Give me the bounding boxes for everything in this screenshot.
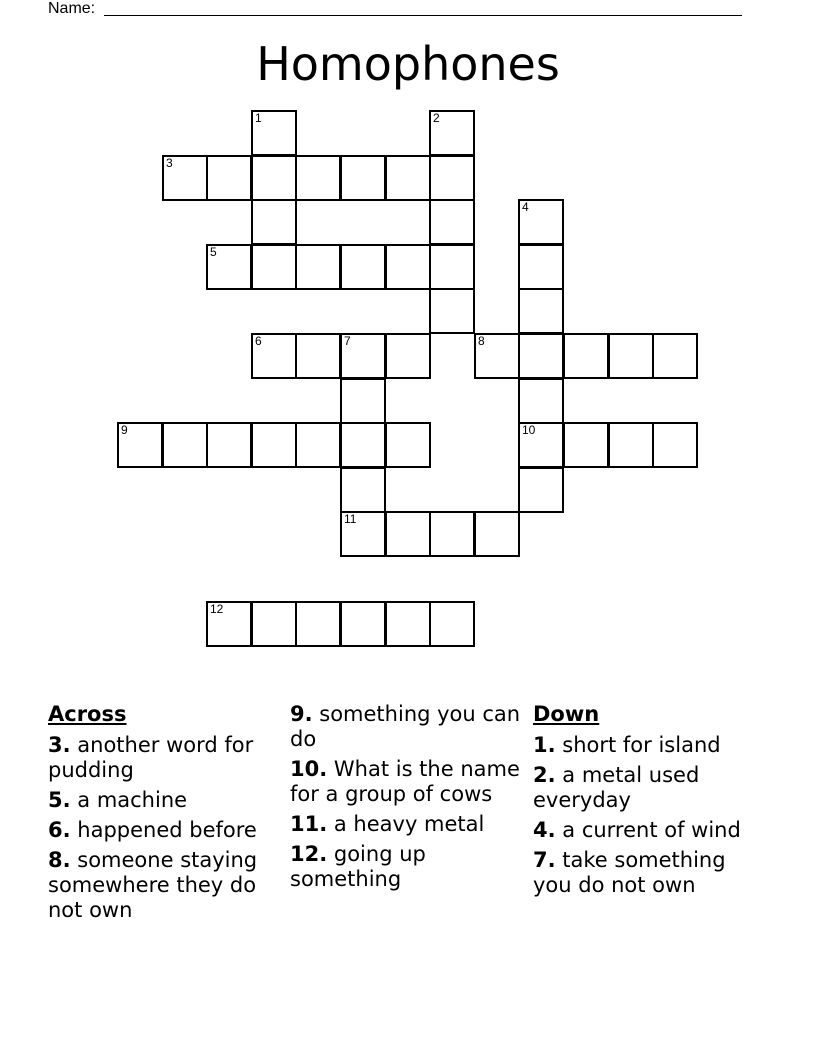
grid-cell[interactable] xyxy=(340,422,386,468)
grid-cell[interactable] xyxy=(385,511,431,557)
grid-cell[interactable] xyxy=(563,333,609,379)
cell-number: 4 xyxy=(522,200,529,214)
page-title: Homophones xyxy=(256,37,560,91)
grid-cell[interactable] xyxy=(429,199,475,245)
grid-cell[interactable] xyxy=(518,288,564,334)
grid-cell[interactable] xyxy=(206,601,252,647)
cell-number: 5 xyxy=(210,245,217,259)
grid-cell[interactable] xyxy=(251,110,297,156)
clue-across-12: 12. going up something xyxy=(290,842,426,891)
cell-number: 12 xyxy=(210,602,224,616)
grid-cell[interactable] xyxy=(340,601,386,647)
clue-down-4: 4. a current of wind xyxy=(533,818,741,842)
grid-cell[interactable] xyxy=(518,467,564,513)
cell-number: 11 xyxy=(344,512,357,526)
grid-cell[interactable] xyxy=(429,244,475,290)
clues-column-2 xyxy=(290,702,526,897)
clue-across-3: 3. another word for pudding xyxy=(48,733,254,782)
grid-cell[interactable] xyxy=(295,601,341,647)
grid-cell[interactable] xyxy=(295,155,341,201)
grid-cell[interactable] xyxy=(162,422,208,468)
across-heading: Across xyxy=(48,702,127,726)
cell-number: 6 xyxy=(255,334,262,348)
clue-across-6: 6. happened before xyxy=(48,818,257,842)
grid-cell[interactable] xyxy=(251,333,297,379)
grid-cell[interactable] xyxy=(518,333,564,379)
grid-cell[interactable] xyxy=(206,244,252,290)
grid-cell[interactable] xyxy=(340,467,386,513)
grid-cell[interactable] xyxy=(385,422,431,468)
clue-across-10: 10. What is the name for a group of cows xyxy=(290,757,520,806)
grid-cell[interactable] xyxy=(429,601,475,647)
cell-number: 2 xyxy=(433,111,440,125)
grid-cell[interactable] xyxy=(206,155,252,201)
grid-cell[interactable] xyxy=(385,155,431,201)
clue-across-11: 11. a heavy metal xyxy=(290,812,485,836)
clue-across-9: 9. something you can do xyxy=(290,702,521,751)
grid-cell[interactable] xyxy=(340,511,386,557)
clue-down-2: 2. a metal used everyday xyxy=(533,763,700,812)
clue-down-7: 7. take something you do not own xyxy=(533,848,726,897)
grid-cell[interactable] xyxy=(162,155,208,201)
grid-cell[interactable] xyxy=(429,110,475,156)
cell-number: 9 xyxy=(121,423,128,437)
clues-column-1 xyxy=(48,702,284,928)
clue-across-5: 5. a machine xyxy=(48,788,188,812)
grid-cell[interactable] xyxy=(295,422,341,468)
grid-cell[interactable] xyxy=(385,601,431,647)
grid-cell[interactable] xyxy=(340,155,386,201)
grid-cell[interactable] xyxy=(608,422,654,468)
grid-cell[interactable] xyxy=(429,288,475,334)
clues-column-3 xyxy=(533,702,769,903)
grid-cell[interactable] xyxy=(251,244,297,290)
cell-number: 1 xyxy=(255,111,262,125)
grid-cell[interactable] xyxy=(518,199,564,245)
grid-cell[interactable] xyxy=(251,199,297,245)
down-heading: Down xyxy=(533,702,600,726)
cell-number: 8 xyxy=(478,334,485,348)
grid-cell[interactable] xyxy=(385,333,431,379)
grid-cell[interactable] xyxy=(251,155,297,201)
grid-cell[interactable] xyxy=(429,155,475,201)
grid-cell[interactable] xyxy=(295,244,341,290)
cell-number: 7 xyxy=(344,334,351,348)
grid-cell[interactable] xyxy=(385,244,431,290)
grid-cell[interactable] xyxy=(474,511,520,557)
grid-cell[interactable] xyxy=(251,422,297,468)
grid-cell[interactable] xyxy=(295,333,341,379)
grid-cell[interactable] xyxy=(563,422,609,468)
grid-cell[interactable] xyxy=(474,333,520,379)
grid-cell[interactable] xyxy=(652,422,698,468)
grid-cell[interactable] xyxy=(429,511,475,557)
grid-cell[interactable] xyxy=(518,244,564,290)
cell-number: 10 xyxy=(522,423,536,437)
grid-cell[interactable] xyxy=(206,422,252,468)
cell-number: 3 xyxy=(166,156,173,170)
name-label: Name: xyxy=(48,0,96,17)
grid-cell[interactable] xyxy=(608,333,654,379)
grid-cell[interactable] xyxy=(340,333,386,379)
grid-cell[interactable] xyxy=(518,378,564,424)
clue-across-8: 8. someone staying somewhere they do not own xyxy=(48,848,258,922)
grid-cell[interactable] xyxy=(340,378,386,424)
grid-cell[interactable] xyxy=(652,333,698,379)
grid-cell[interactable] xyxy=(340,244,386,290)
grid-cell[interactable] xyxy=(117,422,163,468)
clue-down-1: 1. short for island xyxy=(533,733,721,757)
grid-cell[interactable] xyxy=(251,601,297,647)
grid-cell[interactable] xyxy=(518,422,564,468)
